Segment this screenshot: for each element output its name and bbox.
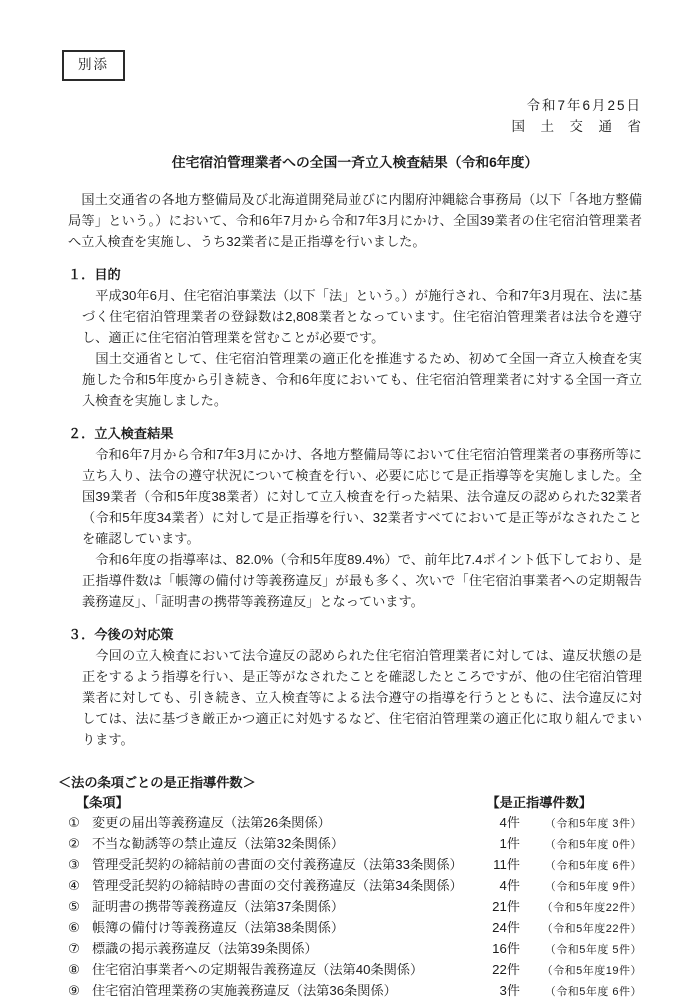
violation-label: 住宅宿泊管理業務の実施義務違反（法第36条関係） — [92, 983, 397, 998]
violation-label: 不当な勧誘等の禁止違反（法第32条関係） — [92, 836, 345, 851]
table-row — [68, 897, 642, 918]
table-row — [68, 876, 642, 897]
paragraph: 令和6年7月から令和7年3月にかけ、各地方整備局等において住宅宿泊管理業者の事務所等に立ち入り、法令の遵守状況について検査を行い、必要に応じて是正指導等を実施しました。全国39業者（令和5年度38業者）に対して立入検査を行った結果、法令違反の認められた32業者（令和5年度34業者）に対して是正指導を行い、32業者すべてにおいて是正等がなされたことを確認しています。 — [82, 447, 642, 546]
violation-label: 標識の掲示義務違反（法第39条関係） — [92, 941, 318, 956]
section-future-measures — [68, 624, 642, 750]
table-row — [68, 834, 642, 855]
section-inspection-results-body — [82, 444, 642, 612]
violation-prev-year-count: （令和5年度 6件） — [544, 860, 642, 872]
violation-prev-year-count: （令和5年度 9件） — [544, 881, 642, 893]
row-number: ⑥ — [68, 920, 80, 935]
section-future-measures-heading: ３．今後の対応策 — [68, 627, 174, 642]
table-row — [68, 813, 642, 834]
row-number: ⑤ — [68, 899, 80, 914]
violation-prev-year-count: （令和5年度 3件） — [544, 818, 642, 830]
violation-label: 住宅宿泊事業者への定期報告義務違反（法第40条関係） — [92, 962, 424, 977]
violation-count: 22件 — [492, 962, 520, 977]
section-purpose — [68, 264, 642, 411]
agency-name: 国 土 交 通 省 — [511, 119, 642, 134]
paragraph: 平成30年6月、住宅宿泊事業法（以下「法」という。）が施行され、令和7年3月現在、法に基づく住宅宿泊管理業者の登録数は2,808業者となっています。住宅宿泊管理業者は法令を遵守し、適正に住宅宿泊管理業を営むことが必要です。 — [82, 288, 642, 345]
violation-count: 1件 — [499, 836, 520, 851]
section-future-measures-body — [82, 645, 642, 750]
row-number: ③ — [68, 857, 80, 872]
violation-prev-year-count: （令和5年度 0件） — [544, 839, 642, 851]
section-purpose-heading: １．目的 — [68, 267, 121, 282]
paragraph: 今回の立入検査において法令違反の認められた住宅宿泊管理業者に対しては、違反状態の是正をするよう指導を行い、是正等がなされたことを確認したところですが、他の住宅宿泊管理業者に対しても、引き続き、立入検査等による法令遵守の指導を行うとともに、法令違反に対しては、法に基づき厳正かつ適正に対処するなど、住宅宿泊管理業の適正化に取り組んでまいります。 — [82, 648, 642, 747]
violation-count: 16件 — [492, 941, 520, 956]
document-title: 住宅宿泊管理業者への全国一斉立入検査結果（令和6年度） — [171, 155, 539, 170]
table-row — [68, 939, 642, 960]
violation-count: 11件 — [493, 857, 520, 872]
violation-prev-year-count: （令和5年度19件） — [541, 965, 642, 977]
violation-label: 変更の届出等義務違反（法第26条関係） — [92, 815, 331, 830]
row-number: ④ — [68, 878, 80, 893]
violation-count: 4件 — [499, 878, 520, 893]
row-number: ① — [68, 815, 80, 830]
intro-paragraph: 国土交通省の各地方整備局及び北海道開発局並びに内閣府沖縄総合事務局（以下「各地方整備局等」という。）において、令和6年7月から令和7年3月にかけ、全国39業者の住宅宿泊管理業者へ立入検査を実施し、うち32業者に是正指導を行いました。 — [68, 192, 642, 249]
violation-prev-year-count: （令和5年度 5件） — [544, 944, 642, 956]
violation-prev-year-count: （令和5年度22件） — [541, 923, 642, 935]
paragraph: 令和6年度の指導率は、82.0%（令和5年度89.4%）で、前年比7.4ポイント低下しており、是正指導件数は「帳簿の備付け等義務違反」が最も多く、次いで「住宅宿泊事業者への定期報告義務違反」、「証明書の携帯等義務違反」となっています。 — [82, 552, 642, 609]
row-number: ⑧ — [68, 962, 80, 977]
table-row — [68, 918, 642, 939]
row-number: ⑨ — [68, 983, 80, 998]
section-purpose-body — [82, 285, 642, 411]
document-date: 令和7年6月25日 — [526, 98, 642, 113]
column-header-count: 【是正指導件数】 — [486, 795, 592, 810]
row-number: ⑦ — [68, 941, 80, 956]
violation-count-table — [58, 772, 642, 1002]
attachment-label-box — [62, 50, 125, 81]
violation-count: 21件 — [492, 899, 520, 914]
column-header-article: 【条項】 — [76, 795, 129, 810]
violation-count: 24件 — [492, 920, 520, 935]
section-inspection-results-heading: ２．立入検査結果 — [68, 426, 174, 441]
paragraph: 国土交通省として、住宅宿泊管理業の適正化を推進するため、初めて全国一斉立入検査を実施した令和5年度から引き続き、令和6年度においても、住宅宿泊管理業者に対する全国一斉立入検査を実施しました。 — [82, 351, 642, 408]
violation-label: 証明書の携帯等義務違反（法第37条関係） — [92, 899, 345, 914]
violation-table-column-headers — [68, 793, 642, 813]
violation-count: 3件 — [499, 983, 520, 998]
attachment-label: 別添 — [78, 57, 109, 72]
table-row — [68, 855, 642, 876]
violation-prev-year-count: （令和5年度22件） — [541, 902, 642, 914]
row-number: ② — [68, 836, 80, 851]
violation-count: 4件 — [499, 815, 520, 830]
violation-label: 帳簿の備付け等義務違反（法第38条関係） — [92, 920, 345, 935]
violation-table-heading: ＜法の条項ごとの是正指導件数＞ — [58, 775, 256, 790]
table-row — [68, 960, 642, 981]
violation-label: 管理受託契約の締結前の書面の交付義務違反（法第33条関係） — [92, 857, 463, 872]
violation-prev-year-count: （令和5年度 6件） — [544, 986, 642, 998]
section-inspection-results — [68, 423, 642, 612]
violation-label: 管理受託契約の締結時の書面の交付義務違反（法第34条関係） — [92, 878, 463, 893]
